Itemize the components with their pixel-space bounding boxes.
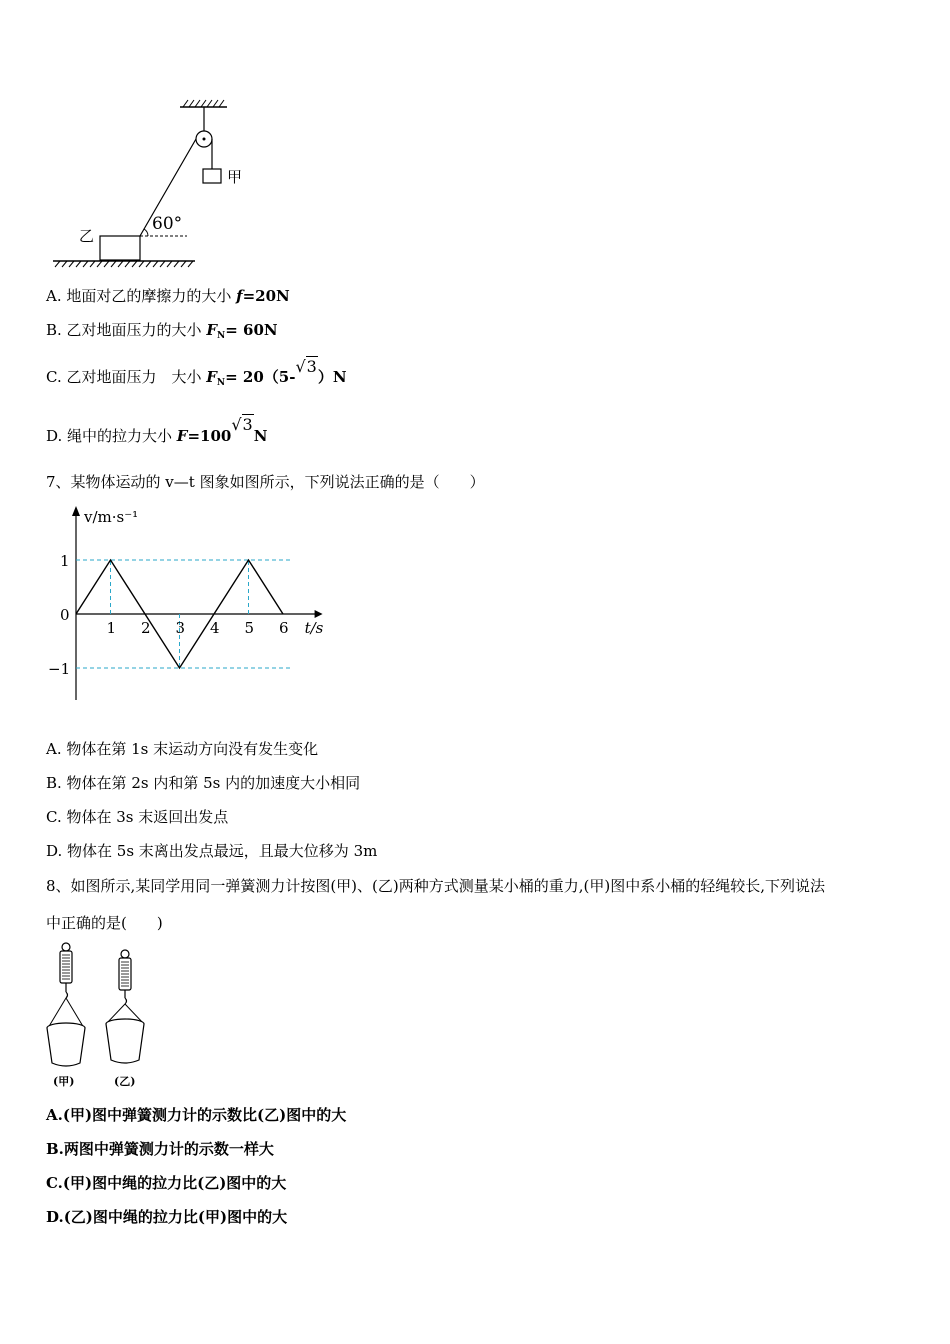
y-tick-label: 0 [60, 606, 70, 624]
q6-d-text: D. 绳中的拉力大小 [46, 427, 177, 445]
spring-scale-jia [47, 943, 85, 1066]
x-axis-label: t/s [304, 619, 324, 637]
q7-option-c: C. 物体在 3s 末返回出发点 [46, 808, 229, 826]
q6-b-var: F [206, 321, 217, 339]
fig-label-yi: (乙) [114, 1075, 136, 1088]
q6-c-sub: N [216, 378, 226, 388]
x-tick-label: 1 [106, 619, 117, 637]
y-tick-label: 1 [60, 552, 70, 570]
q6-option-c [46, 356, 347, 388]
q7-option-a: A. 物体在第 1s 末运动方向没有发生变化 [46, 740, 319, 758]
q6-option-b [46, 319, 278, 341]
q6-d-sqrt: √3 [231, 415, 253, 434]
x-tick-label: 6 [279, 619, 289, 637]
q6-c-text: C. 乙对地面压力 大小 [46, 368, 207, 386]
block-jia [203, 169, 221, 183]
q6-b-text: B. 乙对地面压力的大小 [46, 321, 207, 339]
label-yi: 乙 [79, 227, 95, 245]
y-tick-label: −1 [48, 660, 71, 678]
q6-a-var: f [236, 287, 243, 305]
q6-a-text: A. 地面对乙的摩擦力的大小 [46, 287, 237, 305]
q6-c-val: = 20（5- [225, 368, 296, 386]
q7-option-d: D. 物体在 5s 末离出发点最远，且最大位移为 3m [46, 842, 378, 860]
q6-a-val: =20N [242, 287, 290, 305]
fig-label-jia: (甲) [53, 1075, 75, 1088]
angle-label: 60° [152, 214, 183, 234]
x-axis-arrow [315, 610, 323, 618]
q8-stem-line2: 中正确的是( ) [46, 914, 163, 932]
y-axis-label: v/m·s⁻¹ [84, 508, 139, 526]
q6-c-suffix: ）N [317, 368, 347, 386]
x-tick-label: 3 [175, 619, 186, 637]
q6-c-var: F [206, 368, 217, 386]
q6-d-suffix: N [253, 427, 268, 445]
x-tick-label: 4 [210, 619, 220, 637]
label-jia: 甲 [227, 168, 243, 186]
q8-stem-line1: 8、如图所示,某同学用同一弹簧测力计按图(甲)、(乙)两种方式测量某小桶的重力,(甲)图中系小桶的轻绳较长,下列说法 [46, 877, 825, 895]
q6-d-val: =100 [187, 427, 232, 445]
q6-option-d [46, 414, 268, 445]
q8-option-c: C.(甲)图中绳的拉力比(乙)图中的大 [46, 1174, 287, 1192]
q8-option-d: D.(乙)图中绳的拉力比(甲)图中的大 [46, 1208, 288, 1226]
vt-chart [40, 500, 360, 710]
q6-b-val: = 60N [225, 321, 278, 339]
x-tick-label: 2 [141, 619, 151, 637]
block-yi [100, 236, 140, 260]
q6-option-a [46, 285, 290, 306]
q8-option-b: B.两图中弹簧测力计的示数一样大 [46, 1140, 274, 1158]
q7-stem: 7、某物体运动的 v—t 图象如图所示，下列说法正确的是（ ） [46, 473, 485, 491]
y-axis-arrow [72, 506, 80, 516]
q6-d-var: F [176, 427, 188, 445]
q6-b-sub: N [216, 331, 226, 341]
q7-option-b: B. 物体在第 2s 内和第 5s 内的加速度大小相同 [46, 774, 361, 792]
spring-scale-figure [40, 940, 170, 1090]
spring-scale-yi [106, 950, 144, 1063]
pulley-figure [45, 95, 275, 275]
q6-c-sqrt: √3 [295, 357, 317, 376]
x-tick-label: 5 [244, 619, 255, 637]
q8-option-a: A.(甲)图中弹簧测力计的示数比(乙)图中的大 [46, 1106, 347, 1124]
